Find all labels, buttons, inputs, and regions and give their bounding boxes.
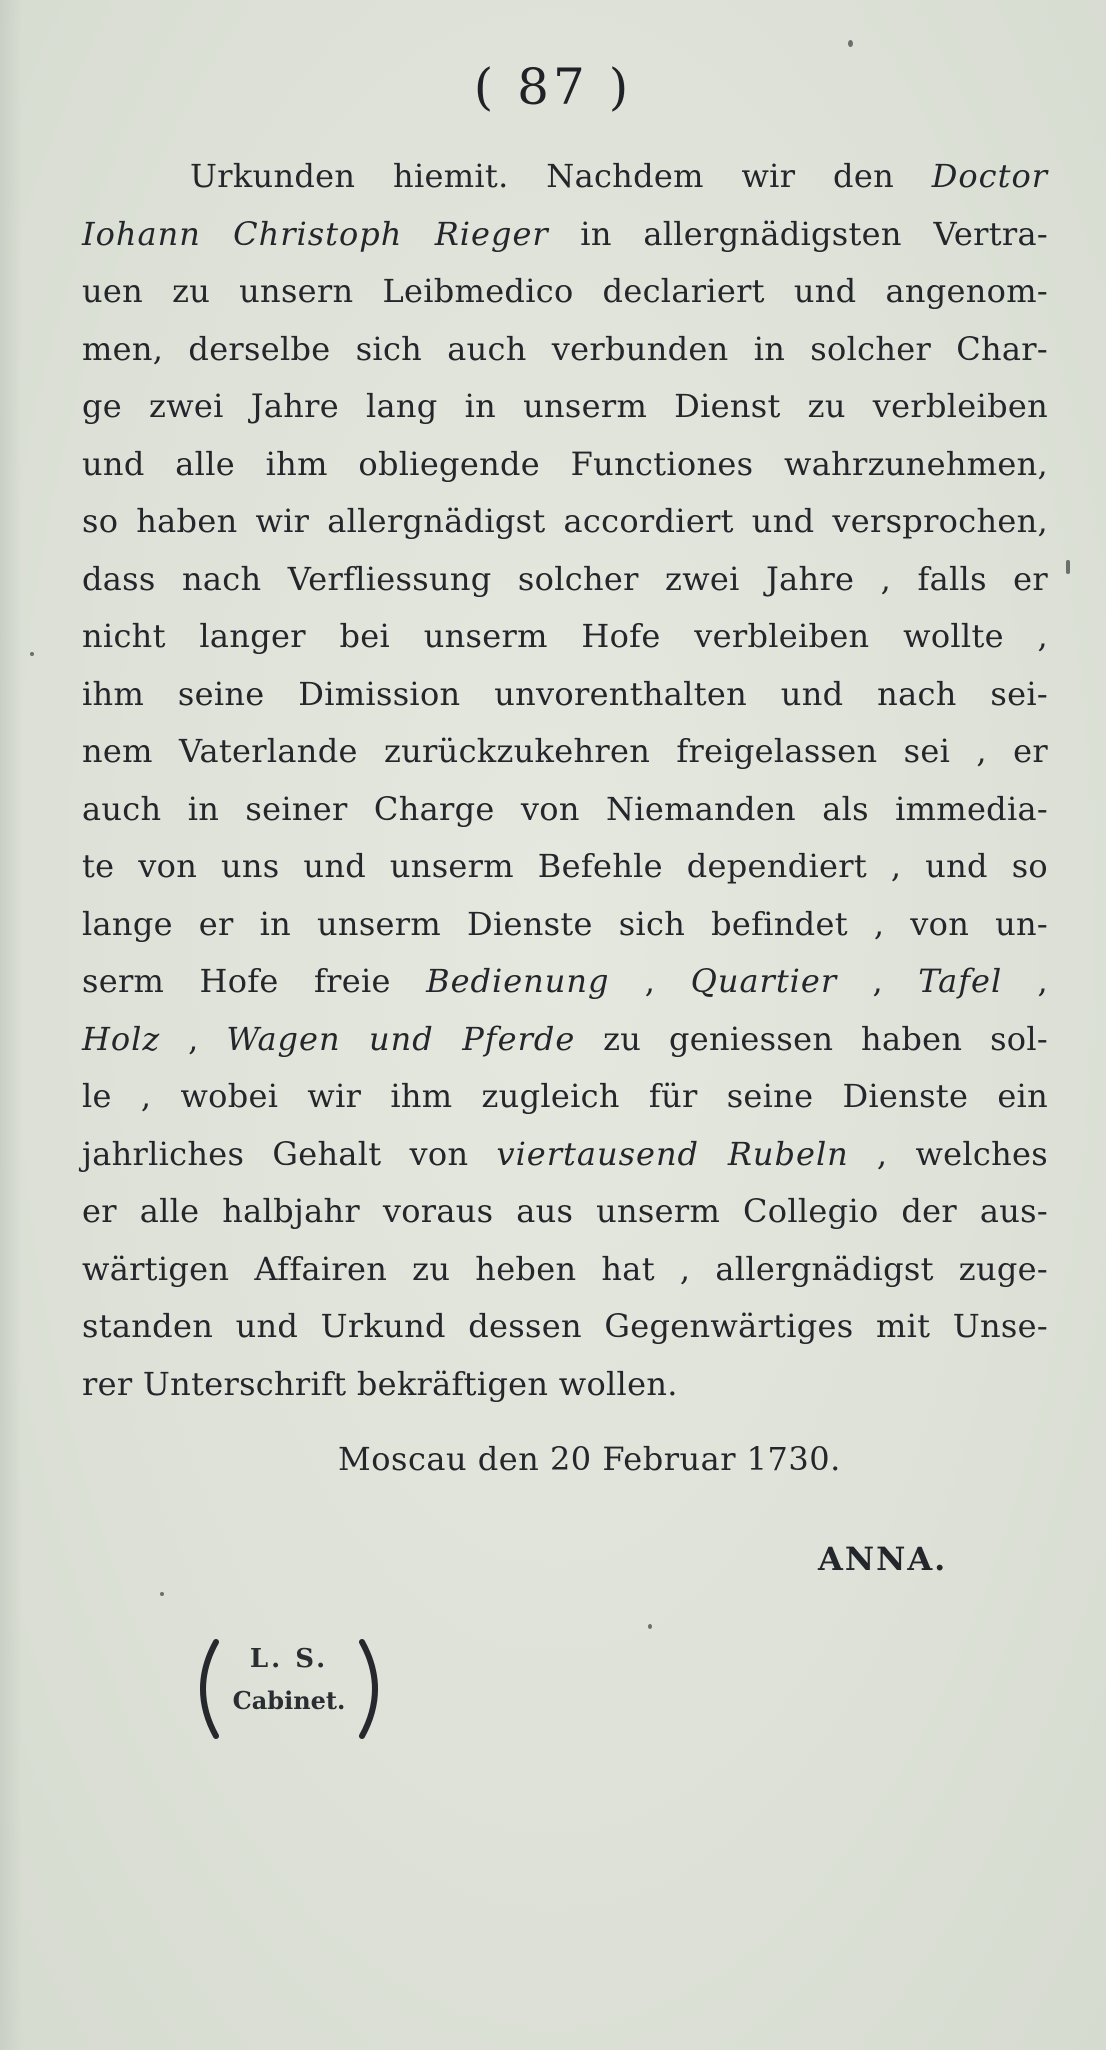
text-line [82, 378, 1048, 436]
text-line [82, 263, 1048, 321]
text-line [82, 1126, 1048, 1184]
paper-speck [30, 652, 34, 656]
text-segment: so haben wir allergnädigst accordiert und versprochen, [82, 502, 1048, 540]
text-line [82, 1356, 1048, 1414]
italic-text: Doctor [931, 157, 1048, 195]
italic-text: Bedienung [426, 962, 610, 1000]
text-segment: standen und Urkund dessen Gegenwärtiges mit Unse- [82, 1307, 1048, 1345]
text-line [82, 666, 1048, 724]
text-line [82, 551, 1048, 609]
italic-text: Quartier [690, 962, 838, 1000]
italic-text: Iohann Christoph Rieger [82, 214, 549, 253]
text-segment: men, derselbe sich auch verbunden in solcher Char- [82, 329, 1048, 368]
paper-speck [648, 1624, 652, 1629]
text-line [82, 723, 1048, 781]
paper-speck [160, 1592, 164, 1596]
text-segment: nicht langer bei unserm Hofe verbleiben wollte , [82, 617, 1048, 655]
text-segment: rer Unterschrift bekräftigen wollen. [82, 1364, 678, 1403]
text-segment: in allergnädigsten Vertra- [548, 214, 1048, 253]
text-line [82, 608, 1048, 666]
text-segment: serm Hofe freie [82, 962, 427, 1000]
text-line [82, 1011, 1048, 1069]
seal-line-1: L. S. [249, 1644, 329, 1674]
text-segment: , [160, 1019, 227, 1058]
text-segment: auch in seiner Charge von Niemanden als immedia- [82, 789, 1048, 828]
text-segment: , welches [848, 1134, 1049, 1173]
italic-text: viertausend Rubeln [496, 1134, 849, 1173]
text-segment: ge zwei Jahre lang in unserm Dienst zu verbleiben [82, 387, 1048, 425]
text-segment: und alle ihm obliegende Functiones wahrzunehmen, [82, 444, 1048, 483]
text-segment: , [837, 962, 919, 1000]
text-line [82, 206, 1048, 264]
text-line [82, 321, 1048, 379]
text-segment: lange er in unserm Dienste sich befindet , von un- [82, 904, 1048, 943]
text-line [82, 1183, 1048, 1241]
text-segment: jahrliches Gehalt von [82, 1134, 497, 1173]
text-line [82, 148, 1048, 206]
text-segment: dass nach Verfliessung solcher zwei Jahre , falls er [82, 559, 1048, 598]
text-segment: zu geniessen haben sol- [575, 1019, 1049, 1058]
text-segment: nem Vaterlande zurückzukehren freigelassen sei , er [82, 732, 1048, 770]
italic-text: Wagen und Pferde [226, 1019, 576, 1058]
text-line [82, 896, 1048, 954]
seal-stamp [184, 1634, 394, 1744]
text-line [82, 838, 1048, 896]
text-segment: uen zu unsern Leibmedico declariert und angenom- [82, 272, 1048, 310]
text-line [82, 1298, 1048, 1356]
text-segment: , [609, 962, 691, 1000]
page-edge-shadow [0, 0, 22, 2050]
text-segment: te von uns und unserm Befehle dependiert , und so [82, 847, 1048, 885]
italic-text: Tafel [918, 962, 1003, 1000]
seal-line-2: Cabinet. [232, 1686, 346, 1715]
text-segment: wärtigen Affairen zu heben hat , allergnädigst zuge- [82, 1249, 1048, 1288]
page-number: ( 87 ) [473, 58, 633, 116]
body-text [82, 148, 1048, 1413]
text-line [82, 436, 1048, 494]
text-line [82, 953, 1048, 1011]
paper-speck [1066, 560, 1070, 574]
text-segment: ihm seine Dimission unvorenthalten und nach sei- [82, 674, 1048, 713]
date-line: Moscau den 20 Februar 1730. [338, 1440, 841, 1478]
text-line [82, 493, 1048, 551]
text-line [82, 1068, 1048, 1126]
signature: ANNA. [818, 1540, 948, 1578]
text-segment: , [1002, 962, 1048, 1000]
text-line [82, 781, 1048, 839]
text-line [82, 1241, 1048, 1299]
text-segment: Urkunden hiemit. Nachdem wir den [190, 157, 932, 195]
text-segment: er alle halbjahr voraus aus unserm Collegio der aus- [82, 1192, 1048, 1230]
text-segment: le , wobei wir ihm zugleich für seine Dienste ein [82, 1077, 1048, 1115]
italic-text: Holz [82, 1019, 161, 1058]
paper-speck [848, 40, 853, 47]
